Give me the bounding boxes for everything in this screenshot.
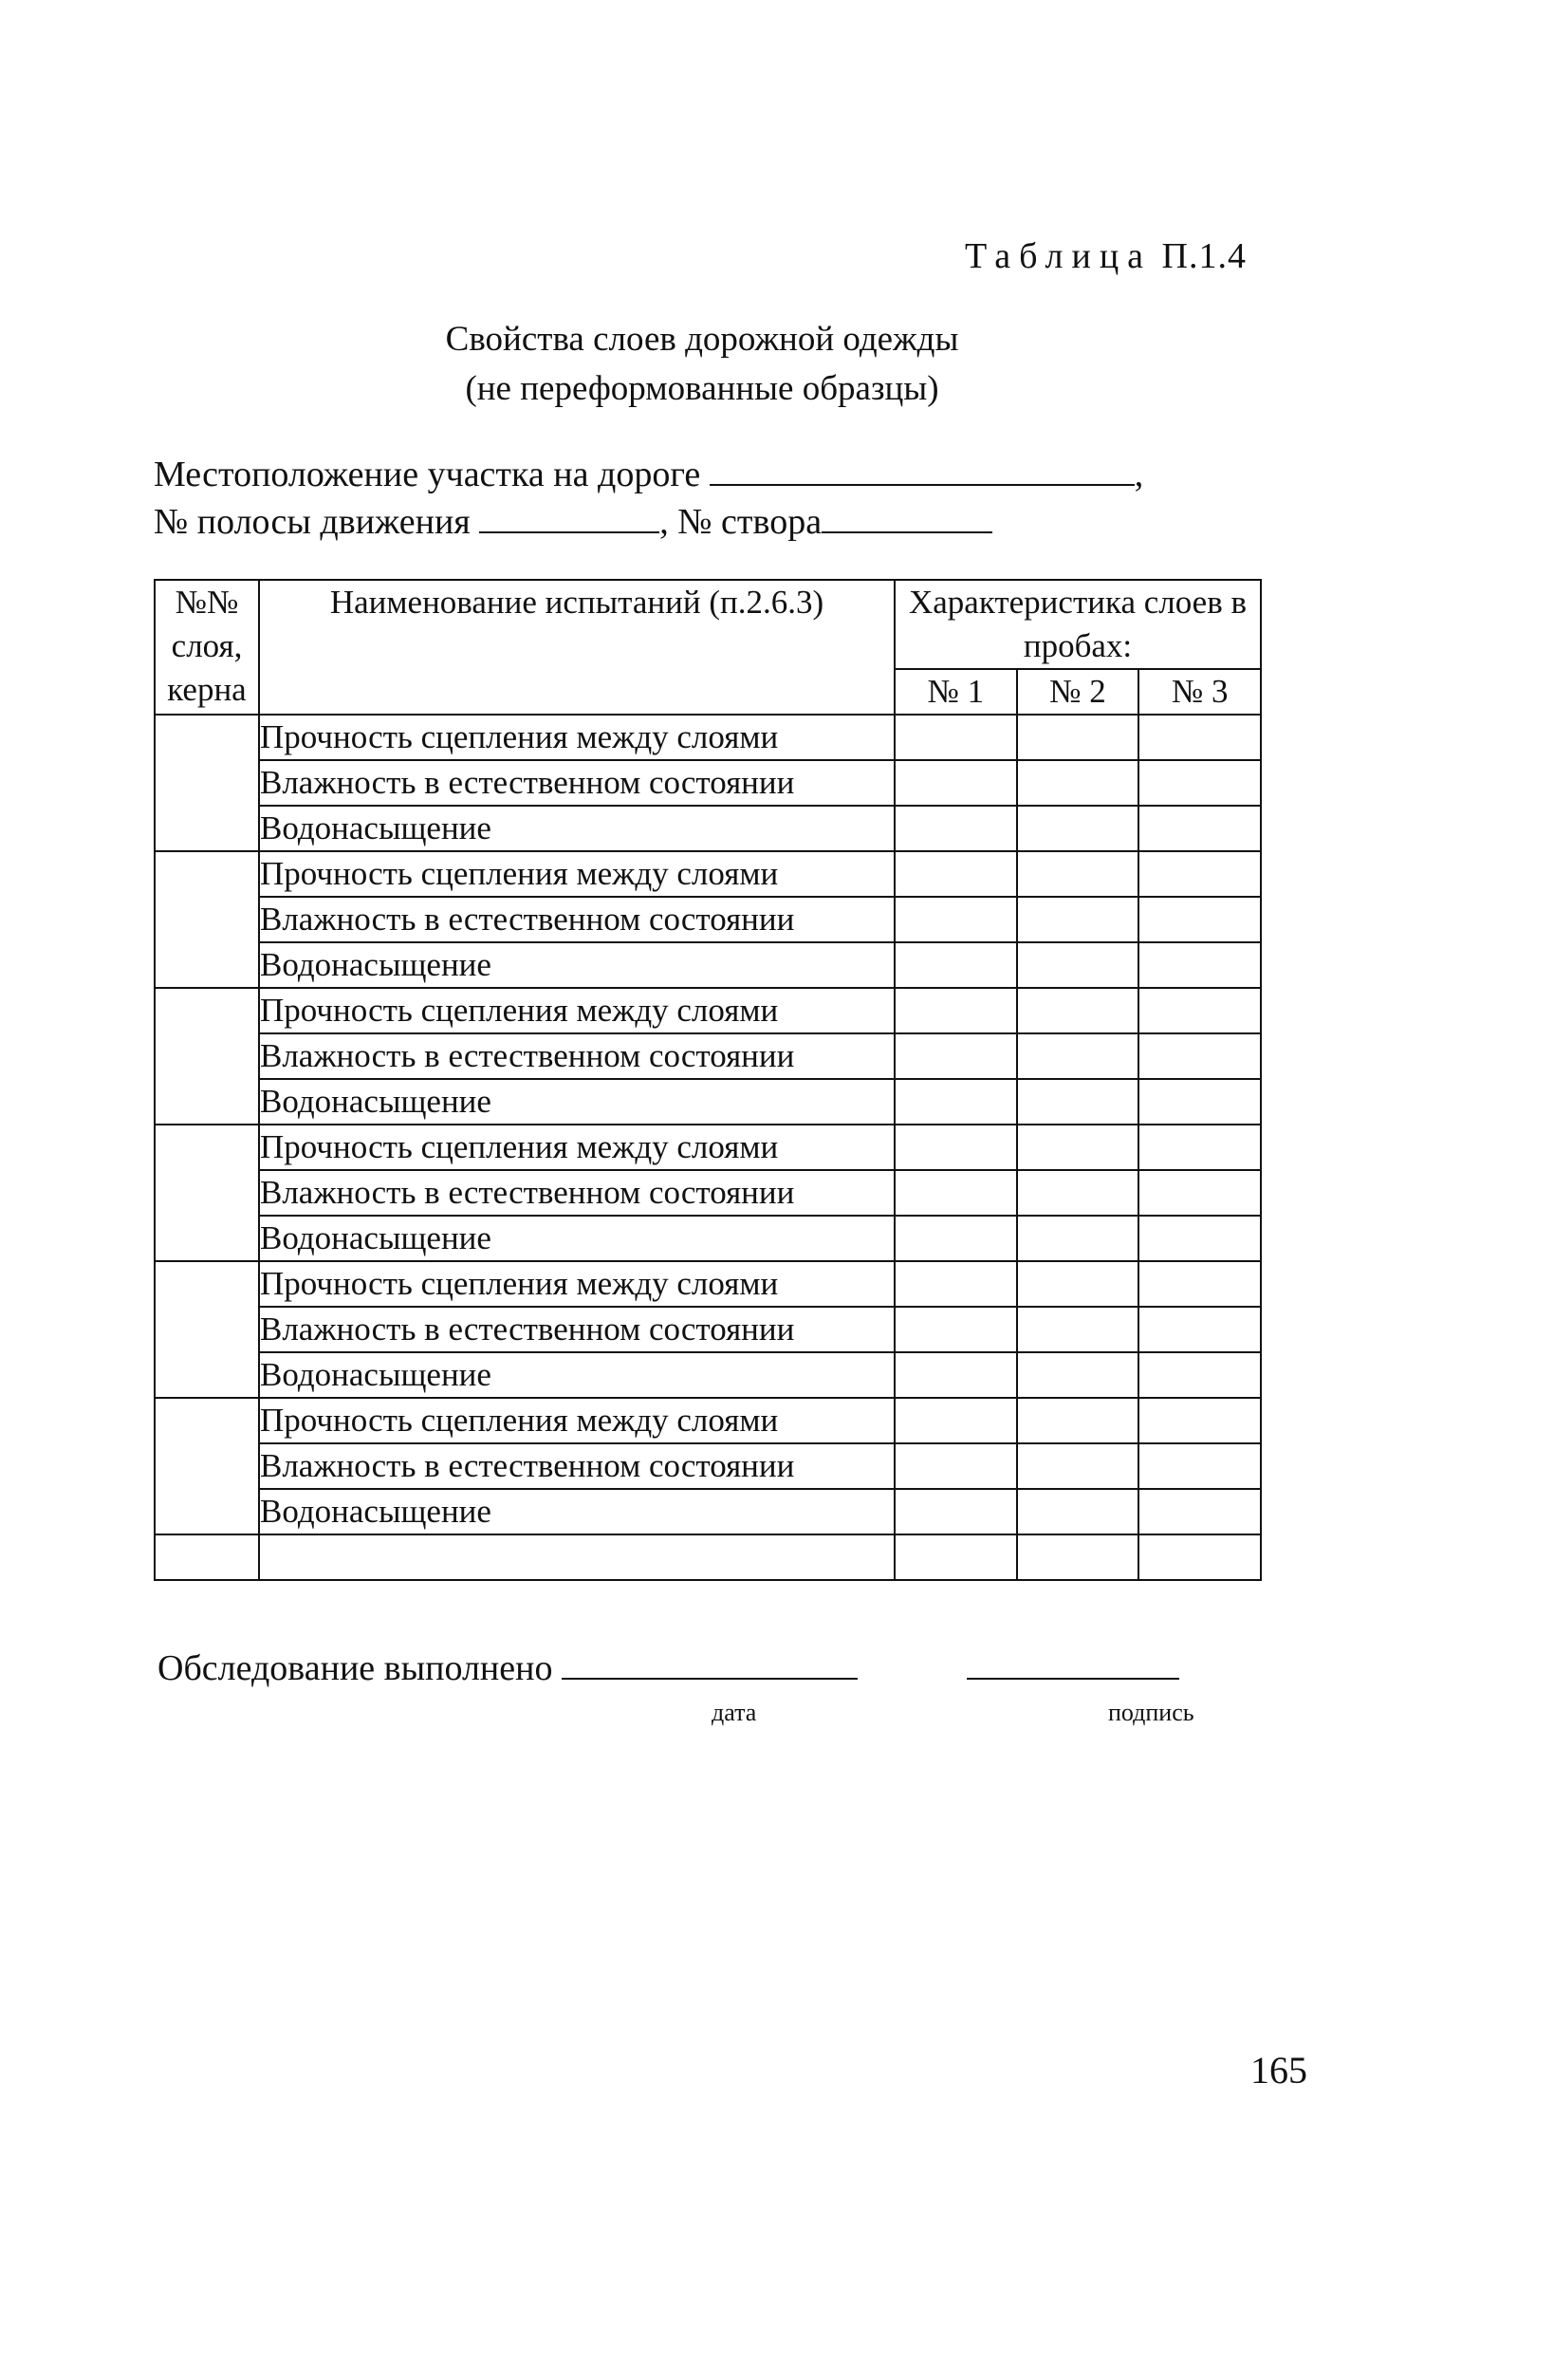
location-field <box>154 450 1143 499</box>
layer-number-cell[interactable] <box>155 988 259 1125</box>
test-name-cell: Водонасыщение <box>259 1079 895 1125</box>
probe-value-cell[interactable] <box>1138 1307 1261 1352</box>
probe-value-cell[interactable] <box>1138 897 1261 942</box>
location-blank[interactable] <box>710 450 1135 486</box>
probe-value-cell[interactable] <box>1138 1443 1261 1489</box>
probe-value-cell[interactable] <box>1017 1307 1139 1352</box>
probe-value-cell[interactable] <box>895 1216 1017 1261</box>
test-name-cell: Влажность в естественном состоянии <box>259 1170 895 1216</box>
test-name-cell: Прочность сцепления между слоями <box>259 1398 895 1443</box>
probe-value-cell[interactable] <box>1017 1261 1139 1307</box>
probe-value-cell[interactable] <box>895 942 1017 988</box>
probe-value-cell[interactable] <box>1017 1125 1139 1170</box>
table-row <box>155 988 1261 1033</box>
test-name-cell: Влажность в естественном состоянии <box>259 760 895 806</box>
probe-value-cell[interactable] <box>895 1261 1017 1307</box>
probe-value-cell[interactable] <box>1017 1443 1139 1489</box>
probe-value-cell[interactable] <box>895 1033 1017 1079</box>
header-test-name: Наименование испытаний (п.2.6.3) <box>259 580 895 715</box>
table-row <box>155 851 1261 897</box>
table-header-row <box>155 580 1261 669</box>
probe-value-cell[interactable] <box>1138 988 1261 1033</box>
table-row-empty <box>155 1534 1261 1580</box>
lane-field <box>154 497 992 547</box>
probe-value-cell[interactable] <box>895 1125 1017 1170</box>
probe-value-cell[interactable] <box>895 1170 1017 1216</box>
probe-value-cell[interactable] <box>1138 851 1261 897</box>
probe-value-cell[interactable] <box>895 1079 1017 1125</box>
probe-value-cell[interactable] <box>1138 1079 1261 1125</box>
table-row <box>155 1079 1261 1125</box>
section-label: , № створа <box>659 502 823 542</box>
header-probe-2: № 2 <box>1017 669 1139 715</box>
probe-value-cell[interactable] <box>1017 760 1139 806</box>
empty-cell[interactable] <box>1138 1534 1261 1580</box>
layer-number-cell[interactable] <box>155 715 259 851</box>
probe-value-cell[interactable] <box>1138 1170 1261 1216</box>
document-title: Свойства слоев дорожной одежды <box>445 320 959 359</box>
test-name-cell: Водонасыщение <box>259 806 895 851</box>
empty-cell[interactable] <box>1017 1534 1139 1580</box>
test-name-cell: Прочность сцепления между слоями <box>259 851 895 897</box>
document-subtitle: (не переформованные образцы) <box>465 369 939 408</box>
test-name-cell: Прочность сцепления между слоями <box>259 1261 895 1307</box>
probe-value-cell[interactable] <box>1017 1398 1139 1443</box>
probe-value-cell[interactable] <box>1017 1216 1139 1261</box>
probe-value-cell[interactable] <box>1017 988 1139 1033</box>
signature-blank[interactable] <box>967 1646 1179 1680</box>
table-row <box>155 1125 1261 1170</box>
probe-value-cell[interactable] <box>1017 1033 1139 1079</box>
probe-value-cell[interactable] <box>1138 806 1261 851</box>
probe-value-cell[interactable] <box>1017 1079 1139 1125</box>
test-name-cell: Водонасыщение <box>259 1489 895 1534</box>
footer-signoff <box>157 1646 1179 1689</box>
probe-value-cell[interactable] <box>1138 1125 1261 1170</box>
test-name-cell: Влажность в естественном состоянии <box>259 1307 895 1352</box>
test-name-cell: Влажность в естественном состоянии <box>259 897 895 942</box>
table-row <box>155 1170 1261 1216</box>
test-name-cell: Влажность в естественном состоянии <box>259 1033 895 1079</box>
table-row <box>155 1489 1261 1534</box>
probe-value-cell[interactable] <box>1017 1352 1139 1398</box>
table-row <box>155 715 1261 760</box>
date-caption: дата <box>712 1699 757 1726</box>
table-row <box>155 1216 1261 1261</box>
header-probe-1: № 1 <box>895 669 1017 715</box>
table-label <box>965 235 1247 277</box>
probe-value-cell[interactable] <box>1017 715 1139 760</box>
probe-value-cell[interactable] <box>895 715 1017 760</box>
probe-value-cell[interactable] <box>1017 897 1139 942</box>
page-number: 165 <box>1250 2049 1307 2092</box>
probe-value-cell[interactable] <box>895 897 1017 942</box>
probe-value-cell[interactable] <box>895 760 1017 806</box>
test-name-cell: Влажность в естественном состоянии <box>259 1443 895 1489</box>
location-suffix: , <box>1134 455 1144 494</box>
empty-cell[interactable] <box>259 1534 895 1580</box>
table-row <box>155 1261 1261 1307</box>
layer-number-cell[interactable] <box>155 851 259 988</box>
layer-number-cell[interactable] <box>155 1261 259 1398</box>
probe-value-cell[interactable] <box>1138 1261 1261 1307</box>
section-blank[interactable] <box>822 497 992 533</box>
probe-value-cell[interactable] <box>895 1443 1017 1489</box>
probe-value-cell[interactable] <box>1138 760 1261 806</box>
lane-label: № полосы движения <box>154 502 471 542</box>
location-label: Местоположение участка на дороге <box>154 455 701 494</box>
test-name-cell: Прочность сцепления между слоями <box>259 988 895 1033</box>
empty-cell[interactable] <box>155 1534 259 1580</box>
probe-value-cell[interactable] <box>1138 1216 1261 1261</box>
probe-value-cell[interactable] <box>1138 1489 1261 1534</box>
probe-value-cell[interactable] <box>895 988 1017 1033</box>
empty-cell[interactable] <box>895 1534 1017 1580</box>
table-row <box>155 1033 1261 1079</box>
probe-value-cell[interactable] <box>1138 1398 1261 1443</box>
layer-number-cell[interactable] <box>155 1125 259 1261</box>
header-characteristic: Характеристика слоев в пробах: <box>895 580 1261 669</box>
test-name-cell: Прочность сцепления между слоями <box>259 1125 895 1170</box>
table-row <box>155 1352 1261 1398</box>
test-name-cell: Прочность сцепления между слоями <box>259 715 895 760</box>
probe-value-cell[interactable] <box>895 1398 1017 1443</box>
probe-value-cell[interactable] <box>1017 806 1139 851</box>
signature-caption: подпись <box>1108 1699 1194 1726</box>
test-name-cell: Водонасыщение <box>259 1352 895 1398</box>
table-label-number: П.1.4 <box>1161 236 1247 276</box>
table-row <box>155 897 1261 942</box>
probe-value-cell[interactable] <box>1017 1489 1139 1534</box>
probe-value-cell[interactable] <box>895 851 1017 897</box>
probe-value-cell[interactable] <box>895 806 1017 851</box>
table-row <box>155 1443 1261 1489</box>
probe-value-cell[interactable] <box>1138 1352 1261 1398</box>
table-row <box>155 1307 1261 1352</box>
header-layer-number: №№ слоя, керна <box>155 580 259 715</box>
probe-value-cell[interactable] <box>1138 1033 1261 1079</box>
table-body <box>155 715 1261 1580</box>
layer-number-cell[interactable] <box>155 1398 259 1534</box>
probe-value-cell[interactable] <box>1138 715 1261 760</box>
test-name-cell: Водонасыщение <box>259 1216 895 1261</box>
probe-value-cell[interactable] <box>895 1352 1017 1398</box>
date-blank[interactable] <box>562 1646 858 1680</box>
probe-value-cell[interactable] <box>1138 942 1261 988</box>
table-row <box>155 806 1261 851</box>
table-label-word: Таблица <box>965 236 1153 276</box>
table-row <box>155 942 1261 988</box>
lane-blank[interactable] <box>479 497 659 533</box>
header-probe-3: № 3 <box>1138 669 1261 715</box>
probe-value-cell[interactable] <box>1017 1170 1139 1216</box>
probe-value-cell[interactable] <box>895 1489 1017 1534</box>
table-row <box>155 1398 1261 1443</box>
probe-value-cell[interactable] <box>1017 942 1139 988</box>
table-row <box>155 760 1261 806</box>
properties-table <box>154 579 1262 1581</box>
probe-value-cell[interactable] <box>895 1307 1017 1352</box>
probe-value-cell[interactable] <box>1017 851 1139 897</box>
footer-label: Обследование выполнено <box>157 1648 553 1688</box>
test-name-cell: Водонасыщение <box>259 942 895 988</box>
